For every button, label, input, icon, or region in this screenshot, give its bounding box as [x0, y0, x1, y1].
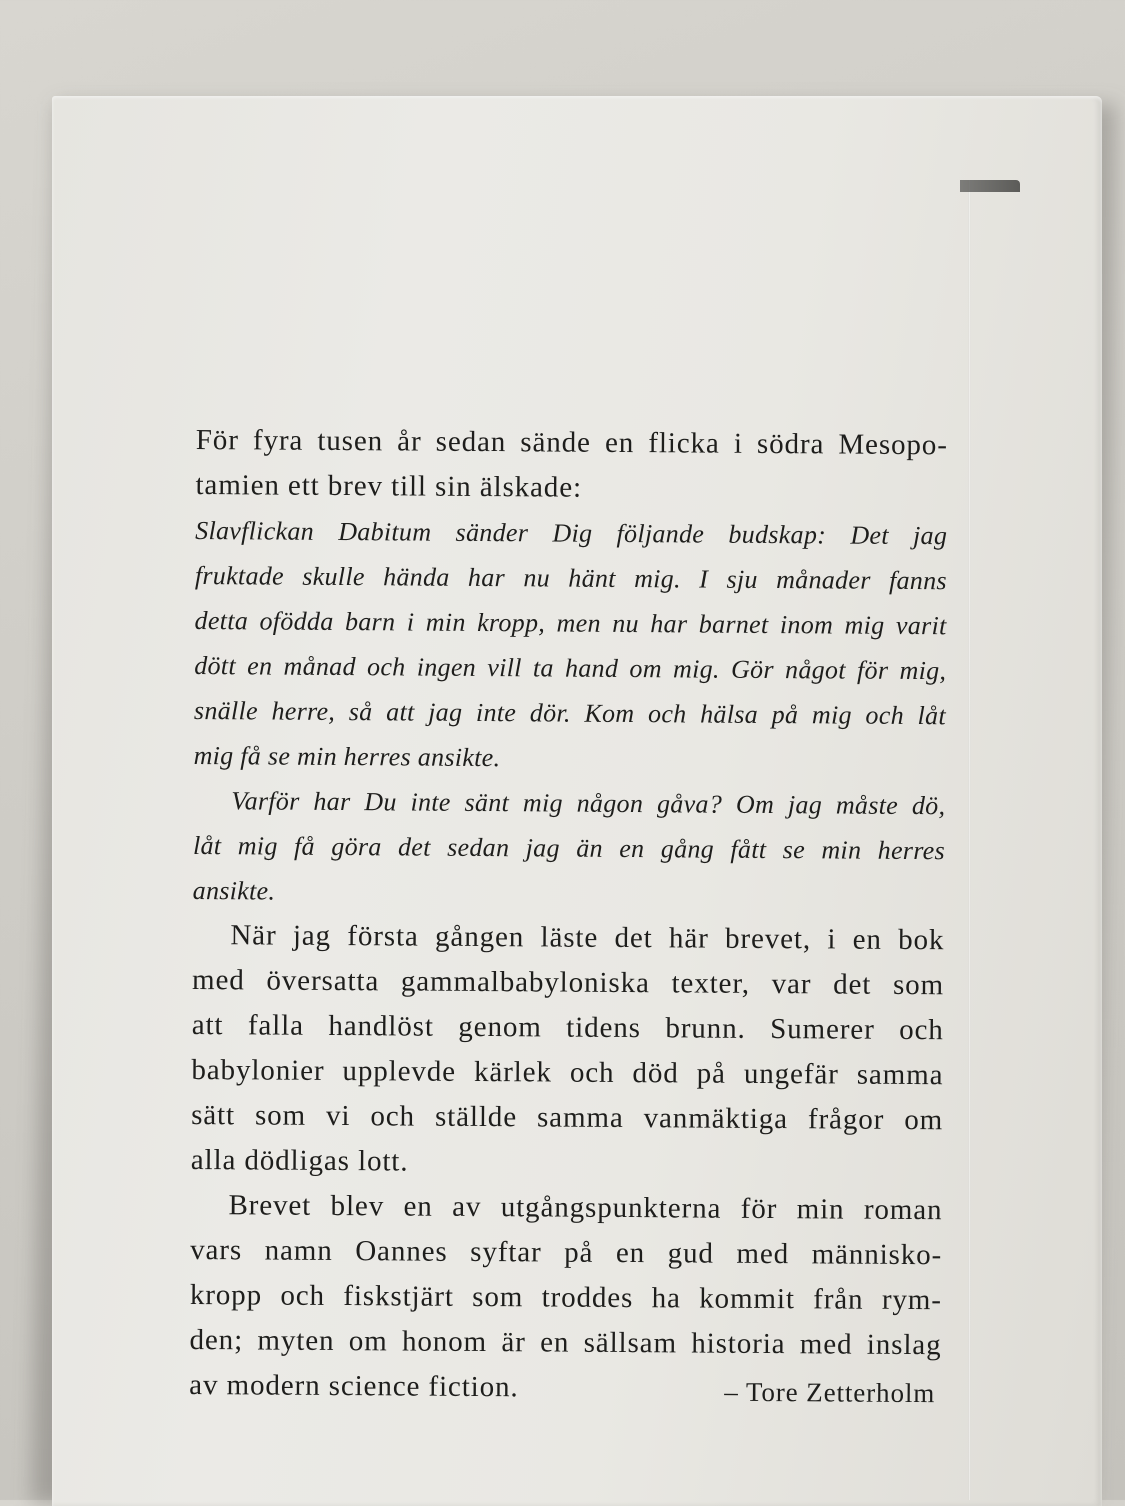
commentary-line: av modern science fiction. — [189, 1368, 519, 1404]
letter-line: Slavflickan Dabitum sänder Dig följande budskap: Det jag — [195, 515, 948, 551]
intro-line: För fyra tusen år sedan sände en flicka i södra Mesopo- — [195, 423, 948, 462]
commentary-paragraph — [191, 913, 945, 1188]
letter-line: dött en månad och ingen vill ta hand om mig. Gör något för mig, — [194, 650, 947, 686]
letter-line: fruktade skulle hända har nu hänt mig. I sju månader fanns — [194, 560, 947, 596]
letter-line: detta ofödda barn i min kropp, men nu har barnet inom mig varit — [194, 605, 947, 641]
letter-line: mig få se min herres ansikte. — [193, 740, 501, 773]
commentary-line: sätt som vi och ställde samma vanmäktiga frågor om — [191, 1098, 944, 1137]
commentary-line: vars namn Oannes syftar på en gud med människo- — [190, 1233, 943, 1272]
letter-paragraph — [193, 508, 947, 783]
letter-line: låt mig få göra det sedan jag än en gång fått se min herres — [192, 830, 946, 866]
blurb-text-block — [189, 418, 948, 1413]
commentary-line: kropp och fiskstjärt som troddes ha kommit från rym- — [189, 1278, 942, 1317]
commentary-line: När jag första gången läste det här brevet, i en bok — [230, 919, 945, 957]
letter-line: Varför har Du inte sänt mig någon gåva? Om jag måste dö, — [231, 786, 946, 821]
author-signature: – Tore Zetterholm — [724, 1376, 936, 1409]
signoff-row — [189, 1363, 941, 1413]
cover-fold-edge — [968, 180, 971, 1500]
commentary-line: den; myten om honom är en sällsam historia med inslag — [189, 1323, 942, 1362]
commentary-line: Brevet blev en av utgångspunkterna för min roman — [228, 1189, 943, 1227]
commentary-line: med översatta gammalbabyloniska texter, var det som — [191, 963, 945, 1002]
commentary-line: alla dödligas lott. — [190, 1143, 409, 1178]
dust-jacket-corner — [960, 180, 1020, 192]
intro-line: tamien ett brev till sin älskade: — [195, 468, 583, 504]
letter-line: snälle herre, så att jag inte dör. Kom och hälsa på mig och låt — [193, 695, 947, 731]
letter-paragraph-2 — [193, 778, 946, 918]
commentary-line: att falla handlöst genom tidens brunn. Sumerer och — [191, 1008, 944, 1047]
commentary-paragraph-2 — [189, 1183, 943, 1413]
letter-line: ansikte. — [192, 875, 276, 906]
intro-paragraph — [195, 418, 948, 513]
commentary-line: babylonier upplevde kärlek och död på ungefär samma — [191, 1053, 944, 1092]
